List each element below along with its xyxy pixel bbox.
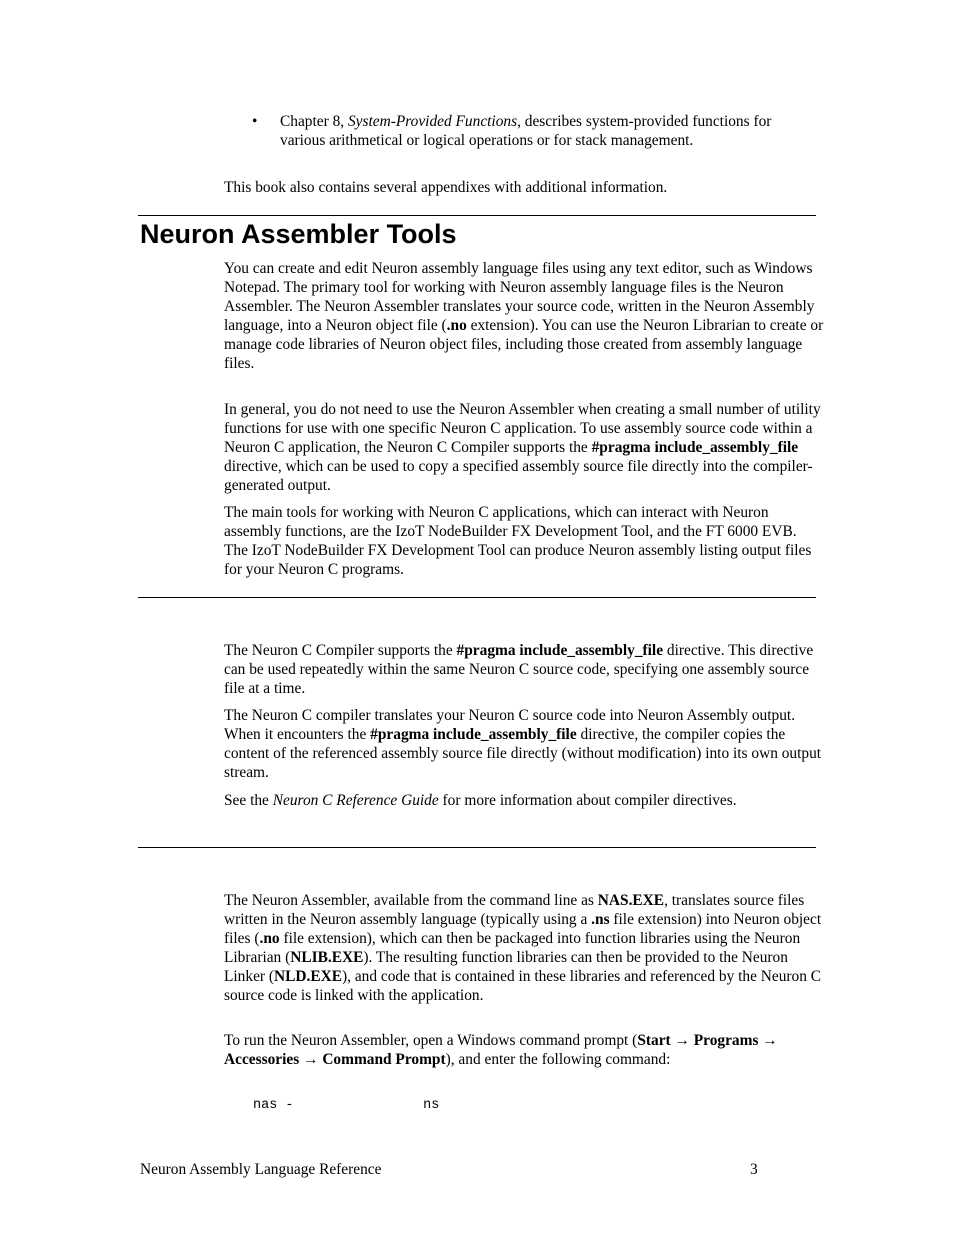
arrow: → <box>299 1051 323 1068</box>
chapter-title: System-Provided Functions <box>347 113 518 130</box>
text-run: The Neuron Assembler, available from the command line as <box>224 892 598 909</box>
compiler-paragraph-3 <box>224 791 824 810</box>
text-run: directive, the compiler copies the content of the referenced assembly source file directly (without modification) into its own output stream. <box>224 726 822 781</box>
compiler-paragraph-1 <box>224 641 824 698</box>
text-run: ), and code that is contained in these libraries and referenced by the Neuron C source code is linked with the application. <box>224 968 822 1004</box>
assembler-paragraph-2 <box>224 1031 824 1069</box>
text-run: file extension) into Neuron object files ( <box>224 911 822 947</box>
section-paragraph-3: The main tools for working with Neuron C applications, which can interact with Neuron assembly functions, are the IzoT NodeBuilder FX Development Tool, and the FT 6000 EVB. The IzoT NodeBuilder FX Development Tool can produce Neuron assembly listing output files for your Neuron C programs. <box>224 504 812 578</box>
text-run: ). The resulting function libraries can then be provided to the Neuron Linker ( <box>224 949 788 985</box>
pragma-directive: #pragma include_assembly_file <box>370 726 577 743</box>
menu-command-prompt: Command Prompt <box>322 1051 446 1068</box>
section-heading: Neuron Assembler Tools <box>140 219 457 249</box>
ext-no: .no <box>259 930 280 947</box>
text-run: , translates source files written in the Neuron assembly language (typically using a <box>224 892 805 928</box>
nas-exe: NAS.EXE <box>597 892 665 909</box>
section-paragraph-2 <box>224 400 824 495</box>
arrow: → <box>670 1032 694 1049</box>
nld-exe: NLD.EXE <box>274 968 342 985</box>
section-rule-3 <box>138 847 816 848</box>
text-run: ), and enter the following command: <box>445 1051 671 1068</box>
text-run: To run the Neuron Assembler, open a Windows command prompt ( <box>224 1032 638 1049</box>
bullet-text-pre: Chapter 8, <box>280 113 348 130</box>
arrow: → <box>758 1032 778 1049</box>
footer-title: Neuron Assembly Language Reference <box>140 1161 382 1178</box>
bullet-text-post: , describes system-provided functions for various arithmetical or logical operations or for stack management. <box>280 113 772 149</box>
text-run: In general, you do not need to use the Neuron Assembler when creating a small number of utility functions for use with one specific Neuron C application. To use assembly source code within a Neuron C application, the Neuron C Compiler supports the <box>224 401 821 456</box>
pragma-directive: #pragma include_assembly_file <box>591 439 799 456</box>
text-run: directive, which can be used to copy a specified assembly source file directly into the compiler-generated output. <box>224 458 813 494</box>
page-number: 3 <box>750 1161 758 1178</box>
bullet-item-chapter-8 <box>252 112 792 150</box>
appendix-note: This book also contains several appendixes with additional information. <box>224 179 668 196</box>
nlib-exe: NLIB.EXE <box>290 949 364 966</box>
section-rule-2 <box>138 597 816 598</box>
ext-no: .no <box>446 317 467 334</box>
text-run: directive. This directive can be used repeatedly within the same Neuron C source code, specifying one assembly source file at a time. <box>224 642 814 697</box>
reference-guide-title: Neuron C Reference Guide <box>272 792 439 809</box>
menu-programs: Programs <box>693 1032 759 1049</box>
text-run: file extension), which can then be packaged into function libraries using the Neuron Librarian ( <box>224 930 801 966</box>
bullet-dot: • <box>252 113 258 130</box>
section-paragraph-1 <box>224 259 824 373</box>
bullet-text <box>280 112 792 150</box>
text-run: See the <box>224 792 273 809</box>
menu-accessories: Accessories <box>224 1051 300 1068</box>
text-run: You can create and edit Neuron assembly language files using any text editor, such as Windows Notepad. The primary tool for working with Neuron assembly language files is the Neuron Assembler. The Neuron Assembler translates your source code, written in the Neuron Assembly language, into a Neuron object file ( <box>224 260 815 334</box>
text-run: The Neuron C compiler translates your Neuron C source code into Neuron Assembly output. When it encounters the <box>224 707 796 743</box>
menu-start: Start <box>637 1032 671 1049</box>
pragma-directive: #pragma include_assembly_file <box>456 642 664 659</box>
section-rule-1 <box>138 215 816 216</box>
assembler-paragraph-1 <box>224 891 824 1005</box>
text-run: for more information about compiler directives. <box>438 792 737 809</box>
text-run: extension). You can use the Neuron Librarian to create or manage code libraries of Neuron object files, including those created from assembly language files. <box>224 317 824 372</box>
command-line-example: nas - ns <box>253 1098 440 1113</box>
text-run: The Neuron C Compiler supports the <box>224 642 457 659</box>
ext-ns: .ns <box>591 911 610 928</box>
compiler-paragraph-2 <box>224 706 824 782</box>
